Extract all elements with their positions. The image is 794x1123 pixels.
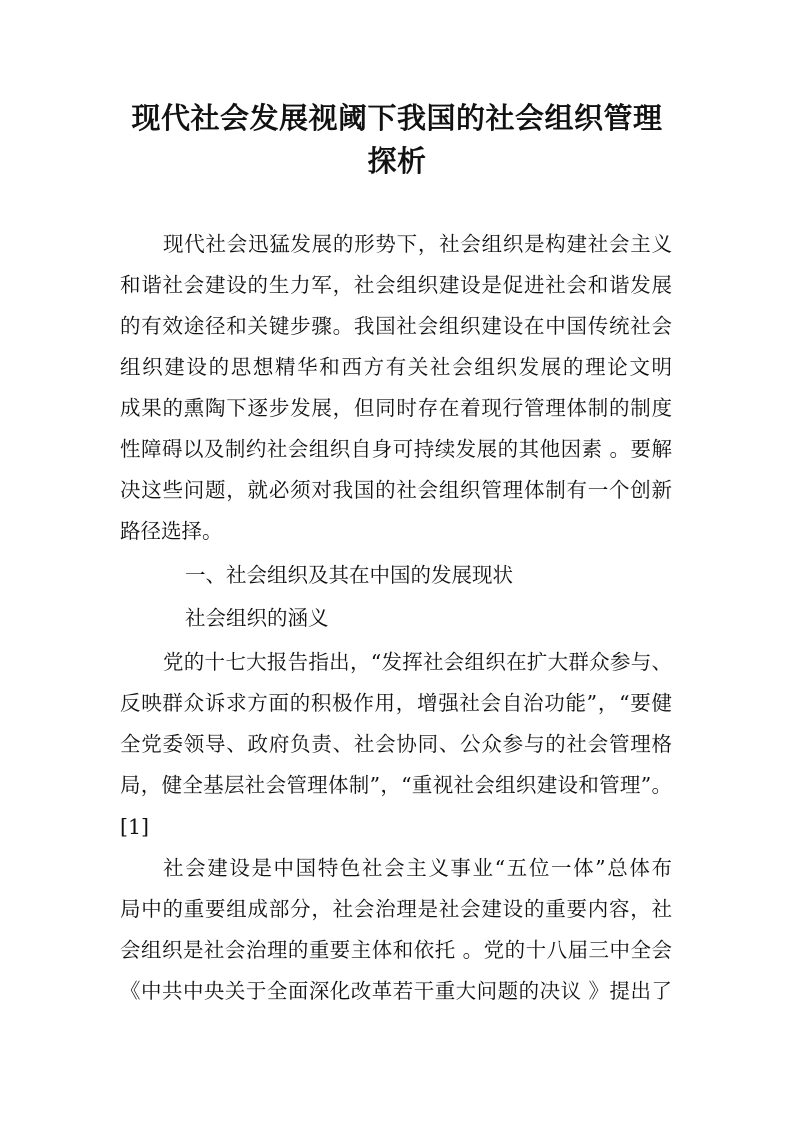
paragraph-3-line-3: 会组织是社会治理的重要主体和依托 。党的十八届三中全会 bbox=[120, 938, 672, 962]
paragraph-1-line-5: 成果的熏陶下逐步发展，但同时存在着现行管理体制的制度 bbox=[120, 396, 672, 420]
paragraph-1-line-8: 路径选择。 bbox=[120, 519, 223, 543]
paragraph-1-line-7: 决这些问题，就必须对我国的社会组织管理体制有一个创新 bbox=[120, 478, 672, 502]
paragraph-2-citation: [1] bbox=[120, 815, 150, 839]
paragraph-2-line-2: 反映群众诉求方面的积极作用，增强社会自治功能”，“要健 bbox=[120, 691, 672, 715]
paragraph-1-line-3: 的有效途径和关键步骤。我国社会组织建设在中国传统社会 bbox=[120, 314, 672, 338]
paragraph-1-line-2: 和谐社会建设的生力军，社会组织建设是促进社会和谐发展 bbox=[120, 273, 672, 297]
paragraph-2-line-3: 全党委领导、政府负责、社会协同、公众参与的社会管理格 bbox=[120, 732, 672, 756]
paragraph-2-line-4: 局，健全基层社会管理体制”，“重视社会组织建设和管理”。 bbox=[120, 773, 672, 797]
paragraph-3-line-2: 局中的重要组成部分，社会治理是社会建设的重要内容，社 bbox=[120, 897, 672, 921]
document-title-line-1: 现代社会发展视阈下我国的社会组织管理 bbox=[131, 101, 663, 135]
subsection-heading: 社会组织的涵义 bbox=[185, 606, 329, 630]
paragraph-3-line-1: 社会建设是中国特色社会主义事业“五位一体”总体布 bbox=[163, 856, 672, 880]
paragraph-1-line-4: 组织建设的思想精华和西方有关社会组织发展的理论文明 bbox=[120, 355, 672, 379]
paragraph-1-line-1: 现代社会迅猛发展的形势下，社会组织是构建社会主义 bbox=[163, 232, 672, 256]
paragraph-1-line-6: 性障碍以及制约社会组织自身可持续发展的其他因素 。要解 bbox=[120, 437, 672, 461]
paragraph-3-line-4: 《中共中央关于全面深化改革若干重大问题的决议 》提出了 bbox=[120, 979, 672, 1003]
document-title-line-2: 探析 bbox=[367, 144, 427, 178]
paragraph-2-line-1: 党的十七大报告指出，“发挥社会组织在扩大群众参与、 bbox=[163, 650, 672, 674]
section-heading: 一、社会组织及其在中国的发展现状 bbox=[185, 563, 513, 587]
